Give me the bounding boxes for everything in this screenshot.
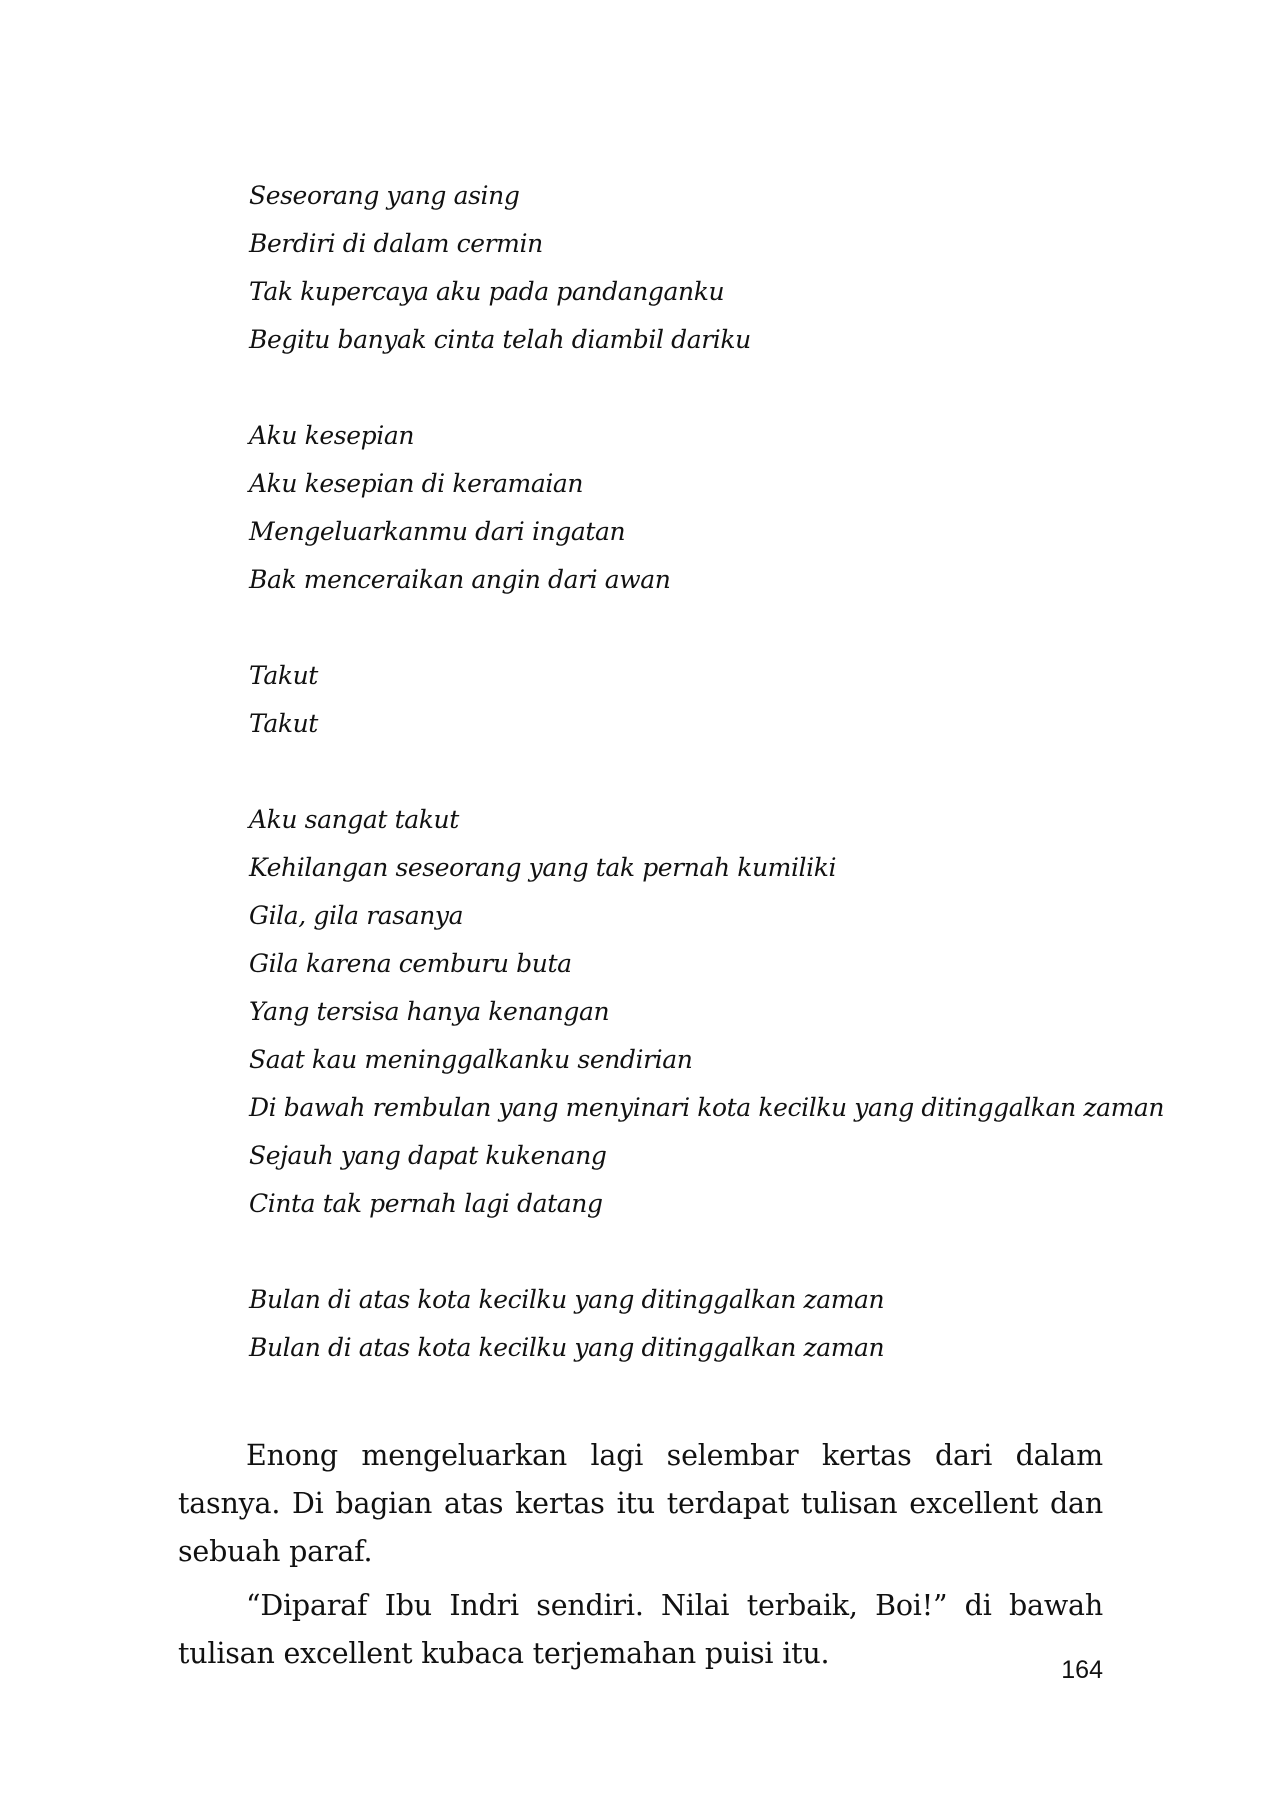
poem-line: Gila karena cemburu buta — [249, 949, 572, 978]
poem-line: Sejauh yang dapat kukenang — [249, 1141, 607, 1170]
poem-line: Saat kau meninggalkanku sendirian — [249, 1045, 693, 1074]
poem-line: Aku kesepian — [249, 421, 415, 450]
body-paragraph: “Diparaf Ibu Indri sendiri. Nilai terbaik, Boi!” di bawah tulisan excellent kubaca terjemahan puisi itu. — [178, 1589, 1103, 1670]
page-number: 164 — [1061, 1656, 1103, 1684]
body-paragraph: Enong mengeluarkan lagi selembar kertas dari dalam tasnya. Di bagian atas kertas itu terdapat tulisan excellent dan sebuah paraf. — [178, 1439, 1103, 1568]
poem-line: Tak kupercaya aku pada pandanganku — [249, 277, 725, 306]
poem-line: Seseorang yang asing — [249, 181, 520, 210]
poem-line: Aku sangat takut — [249, 805, 459, 834]
poem-line: Berdiri di dalam cermin — [249, 229, 543, 258]
prose-block — [178, 1432, 1103, 1684]
poem-line: Cinta tak pernah lagi datang — [249, 1189, 603, 1218]
poem-block — [249, 172, 1165, 1372]
poem-stanza — [249, 1276, 1149, 1372]
poem-stanza — [249, 412, 1149, 604]
poem-line: Di bawah rembulan yang menyinari kota kecilku yang ditinggalkan zaman — [249, 1093, 1165, 1122]
poem-line: Mengeluarkanmu dari ingatan — [249, 517, 626, 546]
poem-line: Takut — [249, 709, 318, 738]
poem-line: Yang tersisa hanya kenangan — [249, 997, 610, 1026]
poem-stanza — [249, 652, 1149, 748]
poem-line: Kehilangan seseorang yang tak pernah kumiliki — [249, 853, 837, 882]
poem-line: Gila, gila rasanya — [249, 901, 464, 930]
poem-line: Bulan di atas kota kecilku yang ditinggalkan zaman — [249, 1285, 885, 1314]
poem-line: Takut — [249, 661, 318, 690]
poem-line: Bak menceraikan angin dari awan — [249, 565, 671, 594]
poem-line: Aku kesepian di keramaian — [249, 469, 584, 498]
poem-stanza — [249, 172, 1149, 364]
poem-stanza — [249, 796, 1165, 1228]
poem-line: Bulan di atas kota kecilku yang ditinggalkan zaman — [249, 1333, 885, 1362]
poem-line: Begitu banyak cinta telah diambil dariku — [249, 325, 751, 354]
